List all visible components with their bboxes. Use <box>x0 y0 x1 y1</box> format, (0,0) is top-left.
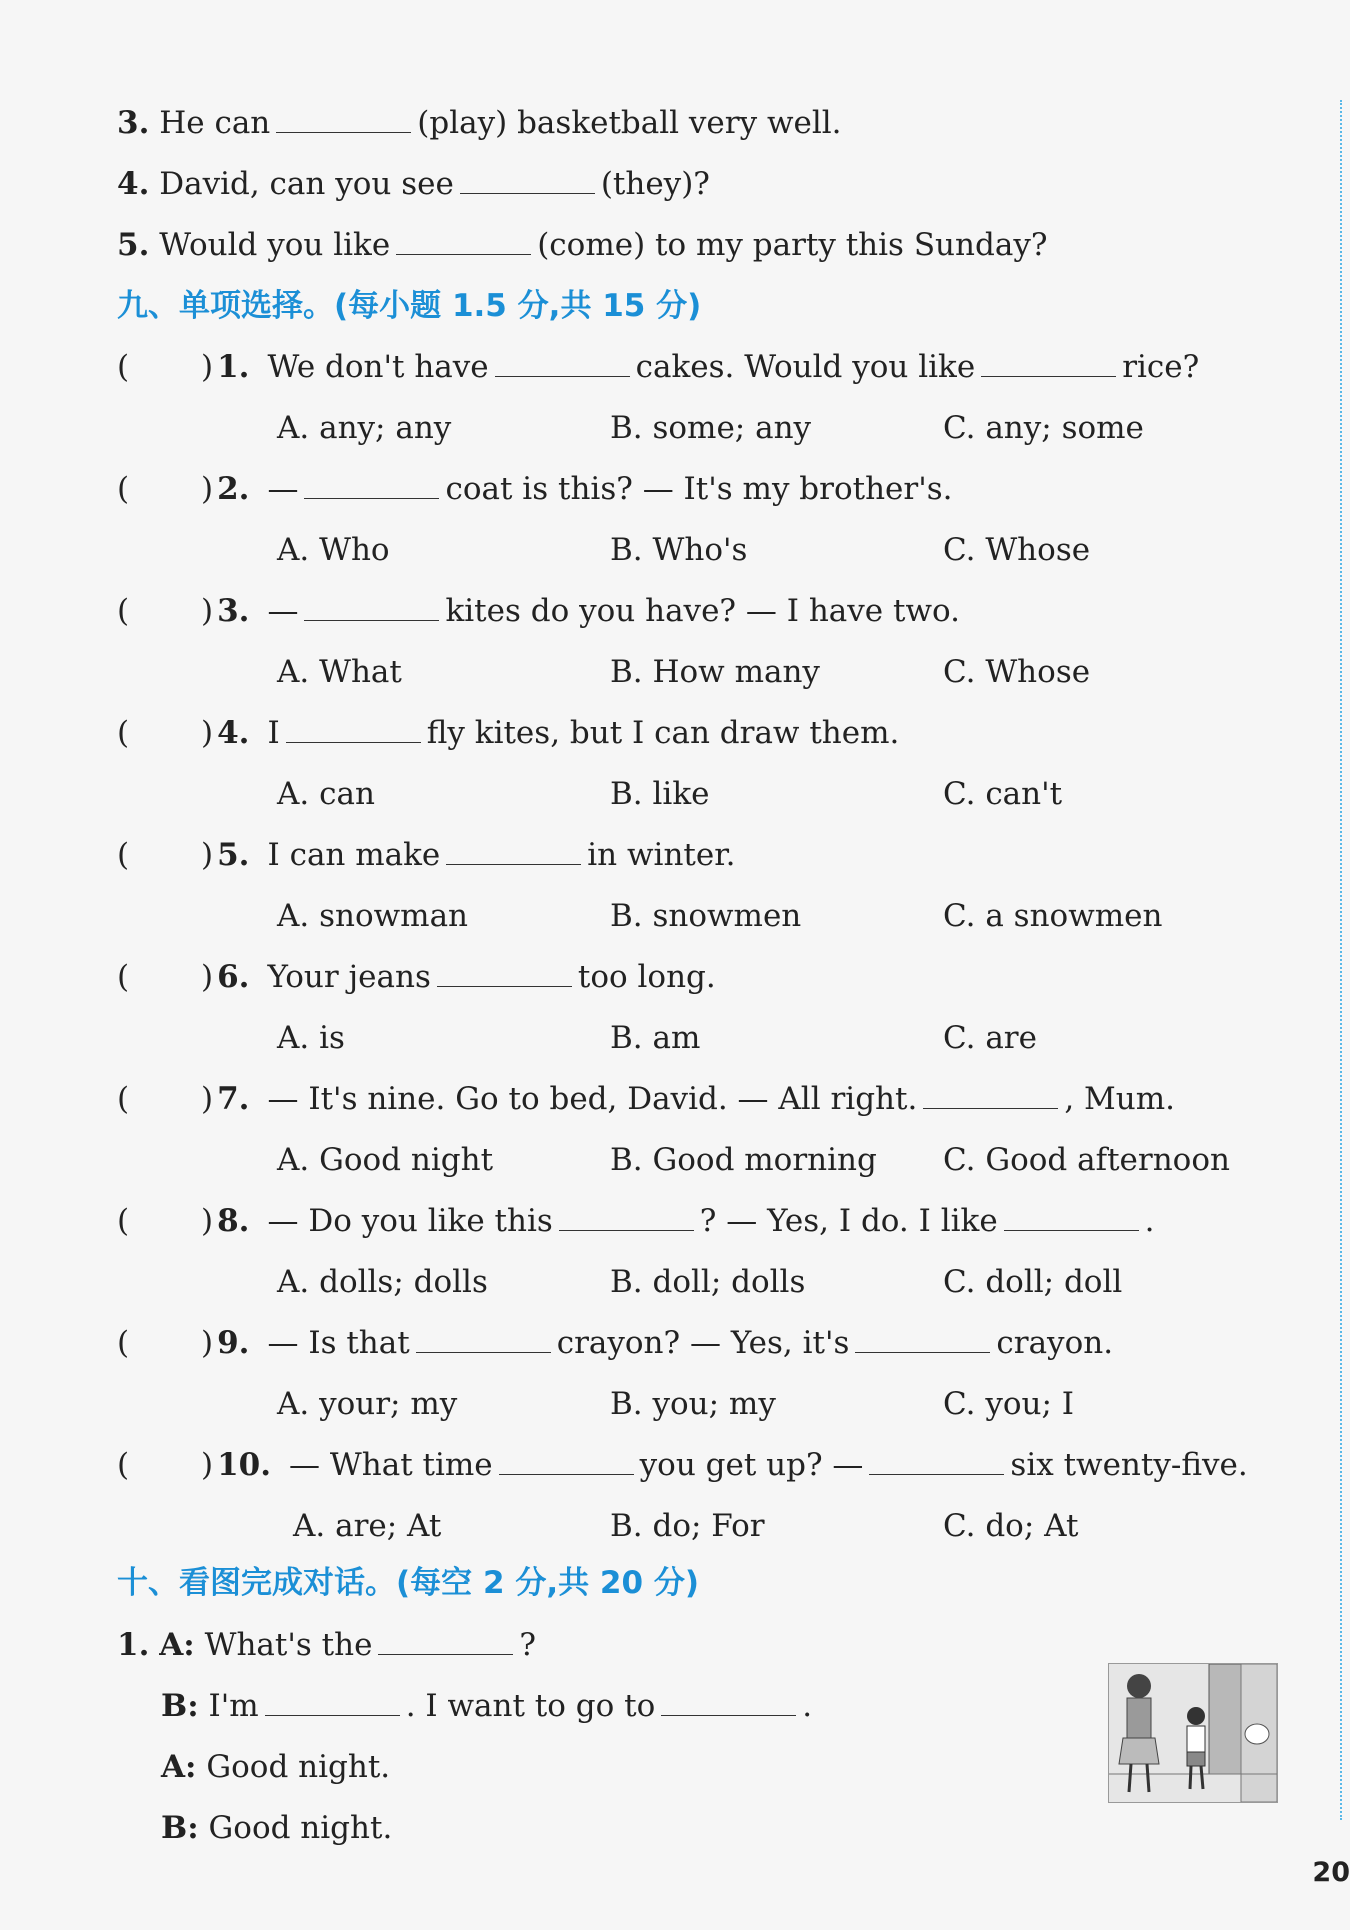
answer-blank[interactable] <box>499 1446 634 1475</box>
answer-paren-open[interactable]: ( <box>117 471 130 507</box>
answer-paren-close: ) <box>201 471 214 507</box>
answer-blank[interactable] <box>923 1080 1058 1109</box>
dialog-line-2 <box>161 1686 812 1726</box>
question-10 <box>117 1445 1248 1485</box>
margin-dotted-rule <box>1340 100 1342 1820</box>
answer-paren-open[interactable]: ( <box>117 959 130 995</box>
option-c[interactable]: C. doll; doll <box>943 1264 1123 1300</box>
question-number: 5. <box>217 837 250 873</box>
option-c[interactable]: C. Whose <box>943 654 1091 690</box>
option-b[interactable]: B. am <box>610 1020 701 1056</box>
question-text: — Do you like this <box>267 1203 553 1239</box>
option-c[interactable]: C. Good afternoon <box>943 1142 1230 1178</box>
question-text: cakes. Would you like <box>635 349 976 385</box>
question-text: I can make <box>267 837 441 873</box>
answer-paren-close: ) <box>201 1081 214 1117</box>
item-text-after: (they)? <box>600 166 710 202</box>
answer-paren-close: ) <box>201 349 214 385</box>
answer-blank[interactable] <box>855 1324 990 1353</box>
answer-blank[interactable] <box>265 1687 400 1716</box>
answer-blank[interactable] <box>460 165 595 194</box>
dialog-text: . <box>802 1688 813 1724</box>
dialog-text: Good night. <box>206 1749 391 1785</box>
question-number: 7. <box>217 1081 250 1117</box>
option-b[interactable]: B. like <box>610 776 710 812</box>
option-a[interactable]: A. dolls; dolls <box>277 1264 488 1300</box>
answer-paren-open[interactable]: ( <box>117 1081 130 1117</box>
question-text: — <box>267 593 299 629</box>
illustration-drawing <box>1109 1664 1277 1802</box>
answer-paren-close: ) <box>201 1203 214 1239</box>
question-text: crayon? — Yes, it's <box>556 1325 850 1361</box>
question-text: you get up? — <box>639 1447 864 1483</box>
answer-blank[interactable] <box>495 348 630 377</box>
section-9-heading: 九、单项选择。(每小题 1.5 分,共 15 分) <box>117 288 702 324</box>
fill-item-4 <box>117 164 710 204</box>
answer-paren-open[interactable]: ( <box>117 837 130 873</box>
dialog-text: What's the <box>204 1627 373 1663</box>
option-b[interactable]: B. Good morning <box>610 1142 877 1178</box>
item-text-before: David, can you see <box>159 166 454 202</box>
question-text: six twenty-five. <box>1010 1447 1248 1483</box>
option-a[interactable]: A. is <box>277 1020 345 1056</box>
answer-blank[interactable] <box>559 1202 694 1231</box>
page-number: 20 <box>1312 1857 1350 1888</box>
question-text: ? — Yes, I do. I like <box>699 1203 998 1239</box>
item-text-before: He can <box>159 105 271 141</box>
item-text-after: (come) to my party this Sunday? <box>537 227 1048 263</box>
answer-paren-open[interactable]: ( <box>117 715 130 751</box>
option-b[interactable]: B. you; my <box>610 1386 776 1422</box>
speaker-label: A: <box>159 1627 195 1663</box>
question-text: — Is that <box>267 1325 410 1361</box>
speaker-label: A: <box>161 1749 197 1785</box>
answer-blank[interactable] <box>869 1446 1004 1475</box>
answer-paren-close: ) <box>201 593 214 629</box>
fill-item-3 <box>117 103 842 143</box>
question-text: crayon. <box>996 1325 1114 1361</box>
dialog-text: . I want to go to <box>405 1688 656 1724</box>
answer-blank[interactable] <box>1004 1202 1139 1231</box>
question-text: — It's nine. Go to bed, David. — All right. <box>267 1081 918 1117</box>
answer-blank[interactable] <box>286 714 421 743</box>
option-a[interactable]: A. snowman <box>277 898 469 934</box>
answer-paren-close: ) <box>201 1447 214 1483</box>
item-text-after: (play) basketball very well. <box>417 105 842 141</box>
option-c[interactable]: C. any; some <box>943 410 1144 446</box>
item-number: 4. <box>117 166 150 202</box>
option-c[interactable]: C. can't <box>943 776 1063 812</box>
answer-paren-open[interactable]: ( <box>117 349 130 385</box>
option-c[interactable]: C. are <box>943 1020 1037 1056</box>
answer-blank[interactable] <box>276 104 411 133</box>
dialog-line-4 <box>161 1808 392 1848</box>
question-text: We don't have <box>267 349 489 385</box>
question-number: 3. <box>217 593 250 629</box>
question-4 <box>117 713 899 753</box>
option-a[interactable]: A. Who <box>277 532 390 568</box>
item-number: 1. <box>117 1627 150 1663</box>
question-number: 9. <box>217 1325 250 1361</box>
option-a[interactable]: A. Good night <box>277 1142 494 1178</box>
question-number: 4. <box>217 715 250 751</box>
answer-paren-close: ) <box>201 959 214 995</box>
answer-blank[interactable] <box>416 1324 551 1353</box>
question-number: 2. <box>217 471 250 507</box>
answer-paren-open[interactable]: ( <box>117 1203 130 1239</box>
dialog-line-1 <box>117 1625 536 1665</box>
question-text: , Mum. <box>1064 1081 1175 1117</box>
illustration-mother-and-boy <box>1108 1663 1278 1803</box>
question-number: 6. <box>217 959 250 995</box>
option-a[interactable]: A. any; any <box>277 410 452 446</box>
question-6 <box>117 957 716 997</box>
dialog-text: ? <box>519 1627 537 1663</box>
option-a[interactable]: A. can <box>277 776 375 812</box>
question-text: in winter. <box>587 837 736 873</box>
dialog-line-3 <box>161 1747 390 1787</box>
dialog-text: Good night. <box>208 1810 393 1846</box>
question-text: Your jeans <box>267 959 431 995</box>
question-number: 10. <box>217 1447 272 1483</box>
option-c[interactable]: C. Whose <box>943 532 1091 568</box>
option-a[interactable]: A. your; my <box>277 1386 458 1422</box>
option-b[interactable]: B. snowmen <box>610 898 802 934</box>
question-text: fly kites, but I can draw them. <box>426 715 900 751</box>
option-c[interactable]: C. a snowmen <box>943 898 1163 934</box>
answer-blank[interactable] <box>437 958 572 987</box>
answer-blank[interactable] <box>396 226 531 255</box>
answer-paren-close: ) <box>201 715 214 751</box>
section-10-heading: 十、看图完成对话。(每空 2 分,共 20 分) <box>117 1565 699 1601</box>
question-text: coat is this? — It's my brother's. <box>445 471 953 507</box>
question-8 <box>117 1201 1155 1241</box>
option-b[interactable]: B. Who's <box>610 532 748 568</box>
option-b[interactable]: B. How many <box>610 654 820 690</box>
speaker-label: B: <box>161 1688 199 1724</box>
option-b[interactable]: B. some; any <box>610 410 812 446</box>
question-5 <box>117 835 735 875</box>
answer-blank[interactable] <box>304 470 439 499</box>
fill-item-5 <box>117 225 1047 265</box>
answer-paren-close: ) <box>201 837 214 873</box>
question-number: 8. <box>217 1203 250 1239</box>
question-1 <box>117 347 1199 387</box>
answer-blank[interactable] <box>304 592 439 621</box>
option-a[interactable]: A. What <box>277 654 402 690</box>
question-text: . <box>1144 1203 1155 1239</box>
item-text-before: Would you like <box>159 227 391 263</box>
answer-paren-open[interactable]: ( <box>117 1447 130 1483</box>
answer-blank[interactable] <box>981 348 1116 377</box>
option-b[interactable]: B. do; For <box>610 1508 765 1544</box>
answer-blank[interactable] <box>378 1626 513 1655</box>
item-number: 5. <box>117 227 150 263</box>
question-text: — <box>267 471 299 507</box>
question-text: I <box>267 715 280 751</box>
answer-paren-open[interactable]: ( <box>117 1325 130 1361</box>
option-a[interactable]: A. are; At <box>293 1508 442 1544</box>
question-number: 1. <box>217 349 250 385</box>
answer-blank[interactable] <box>661 1687 796 1716</box>
question-text: too long. <box>577 959 716 995</box>
option-c[interactable]: C. you; I <box>943 1386 1075 1422</box>
speaker-label: B: <box>161 1810 199 1846</box>
question-text: — What time <box>289 1447 493 1483</box>
question-7 <box>117 1079 1175 1119</box>
option-c[interactable]: C. do; At <box>943 1508 1079 1544</box>
question-2 <box>117 469 953 509</box>
option-b[interactable]: B. doll; dolls <box>610 1264 806 1300</box>
answer-paren-close: ) <box>201 1325 214 1361</box>
question-text: kites do you have? — I have two. <box>445 593 960 629</box>
answer-paren-open[interactable]: ( <box>117 593 130 629</box>
answer-blank[interactable] <box>446 836 581 865</box>
item-number: 3. <box>117 105 150 141</box>
dialog-text: I'm <box>208 1688 259 1724</box>
question-3 <box>117 591 960 631</box>
question-text: rice? <box>1122 349 1200 385</box>
question-9 <box>117 1323 1113 1363</box>
